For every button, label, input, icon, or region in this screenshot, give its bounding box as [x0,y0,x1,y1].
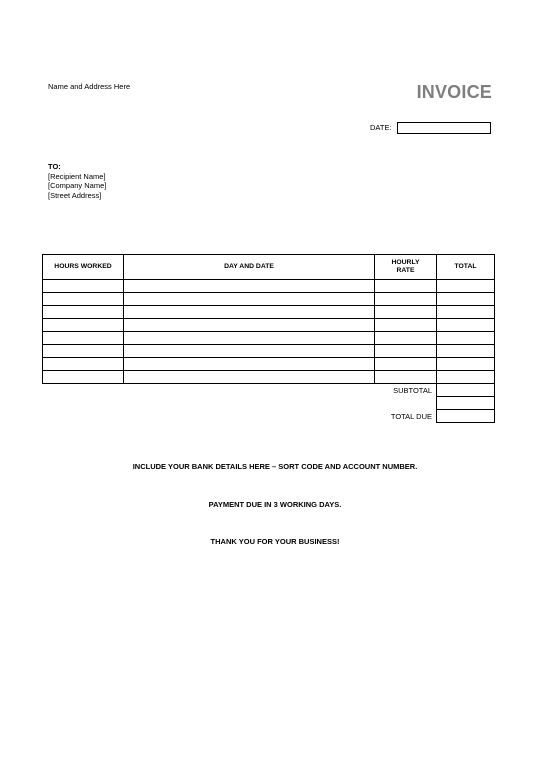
thank-you-note: THANK YOU FOR YOUR BUSINESS! [210,537,340,546]
extra-value-cell[interactable] [437,397,495,410]
extra-row [43,397,495,410]
total-cell[interactable] [437,293,495,306]
table-header-row [43,255,495,280]
subtotal-label: SUBTOTAL [393,385,432,395]
total-due-row [43,410,495,423]
bank-details-note: INCLUDE YOUR BANK DETAILS HERE – SORT CODE AND ACCOUNT NUMBER. [132,462,418,471]
rate-cell[interactable] [375,358,437,371]
invoice-title: INVOICE [416,82,492,102]
recipient-company: [Company Name] [48,181,107,190]
table-row [43,319,495,332]
hours-cell[interactable] [43,293,124,306]
table-row [43,358,495,371]
rate-cell[interactable] [375,371,437,384]
table-row [43,345,495,358]
hours-cell[interactable] [43,358,124,371]
recipient-block [48,162,106,200]
rate-cell[interactable] [375,332,437,345]
rate-cell[interactable] [375,319,437,332]
date-field[interactable] [397,122,491,134]
table-row [43,332,495,345]
column-header-day-and-date: DAY AND DATE [124,255,375,280]
hours-cell[interactable] [43,319,124,332]
day-date-cell[interactable] [124,371,375,384]
hours-cell[interactable] [43,371,124,384]
total-cell[interactable] [437,306,495,319]
rate-cell[interactable] [375,280,437,293]
table-row [43,293,495,306]
subtotal-value-cell[interactable] [437,384,495,397]
total-due-label: TOTAL DUE [390,411,432,421]
column-header-hours-worked: HOURS WORKED [43,255,124,280]
day-date-cell[interactable] [124,319,375,332]
rate-cell[interactable] [375,306,437,319]
invoice-items-table [42,254,495,423]
table-row [43,371,495,384]
total-cell[interactable] [437,345,495,358]
table-row [43,280,495,293]
total-cell[interactable] [437,332,495,345]
total-due-value-cell[interactable] [437,410,495,423]
subtotal-row [43,384,495,397]
total-cell[interactable] [437,358,495,371]
hours-cell[interactable] [43,345,124,358]
hours-cell[interactable] [43,280,124,293]
column-header-total: TOTAL [437,255,495,280]
column-header-hourly-rate: HOURLY RATE [375,255,437,280]
hours-cell[interactable] [43,332,124,345]
to-label: TO: [48,162,61,171]
table-row [43,306,495,319]
rate-cell[interactable] [375,345,437,358]
day-date-cell[interactable] [124,293,375,306]
payment-terms-note: PAYMENT DUE IN 3 WORKING DAYS. [208,500,342,509]
recipient-name: [Recipient Name] [48,171,106,181]
day-date-cell[interactable] [124,332,375,345]
total-cell[interactable] [437,280,495,293]
total-cell[interactable] [437,371,495,384]
recipient-street-address: [Street Address] [48,190,102,200]
day-date-cell[interactable] [124,280,375,293]
sender-name-address: Name and Address Here [48,82,131,91]
day-date-cell[interactable] [124,358,375,371]
hours-cell[interactable] [43,306,124,319]
rate-cell[interactable] [375,293,437,306]
day-date-cell[interactable] [124,345,375,358]
total-cell[interactable] [437,319,495,332]
day-date-cell[interactable] [124,306,375,319]
date-label: DATE: [370,123,392,132]
